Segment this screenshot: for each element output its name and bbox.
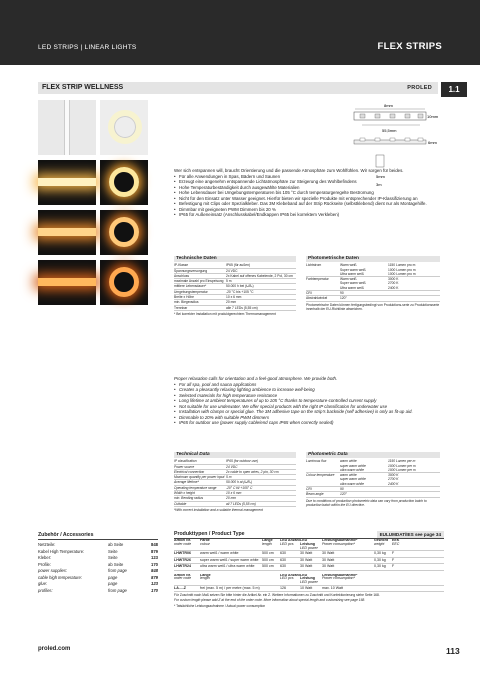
list-item: • Long lifetime at ambient temperatures of up to 105 °C thanks to temperature-controlled current supply <box>174 398 440 404</box>
table-row: Farbtemperatur Warm weiß Super warm weiß Ultra warm weiß 3000 K 2700 K 2400 K <box>306 277 440 291</box>
section-title: FLEX STRIPS <box>377 41 442 52</box>
table-row: min. Bending radius 20 mm <box>174 496 296 501</box>
product-photo-lit-reel-1 <box>100 160 148 205</box>
product-photo-reel <box>100 100 148 155</box>
product-types <box>174 530 444 608</box>
table-row: maximale Anzahl pro Einspeisung 5 m <box>174 279 296 284</box>
table-row: Electrical connection 2x cable to open wires, 2 pin, 30 cm <box>174 470 296 475</box>
table-row: Breite x Höhe 10 x 6 mm <box>174 295 296 300</box>
table-row: Anschluss 2x Kabel auf offenes Kabelende, 2 Pol, 30 cm <box>174 274 296 279</box>
table-row[interactable]: LA.....Z frei (max. 5 m) / per metre (max. 5 m) 126 10 Watt max. 10 Watt <box>174 586 444 592</box>
table-row: Maximum quantity per power input 5 m <box>174 475 296 480</box>
table-title: Photometric Data <box>306 452 440 458</box>
table-row: Width x height 10 x 6 mm <box>174 491 296 496</box>
table-row: Lichtstrom Warm weiß Super warm weiß Ultra warm weiß 1150 Lumen pro m 1000 Lumen pro m 1000 Lumen pro m <box>306 263 440 277</box>
table-header: Artikel Nr. order code Länge length LED Anzahl LED pcs LED Leistung LED power Leistungsaufnahme* Power consumption* <box>174 574 444 586</box>
brand-logo: PROLED <box>407 85 432 91</box>
strip-end-view <box>376 155 384 167</box>
dim-top-label: 8mm <box>384 103 393 108</box>
list-item: • Not suitable for use underwater. We offer special products with the right IP classification for underwater use <box>174 404 440 410</box>
table-row[interactable]: LHWTR24 ultra warm weiß / ultra warm white 500 cm 630 30 Watt 30 Watt 0,30 kg F <box>174 564 444 570</box>
table-row: min. Biegeradius 20 mm <box>174 300 296 305</box>
table-row[interactable]: LHWTR26 super warm weiß / super warm white 500 cm 630 30 Watt 30 Watt 0,30 kg F <box>174 558 444 564</box>
product-photo-lit-strip-2 <box>38 210 96 255</box>
tech-table-de <box>174 256 296 316</box>
intro-en: Proper relaxation calls for orientation and a feel-good atmosphere. We provide both. <box>174 376 338 381</box>
photometric-table-en <box>306 452 440 507</box>
accessory-row[interactable]: power supplies: from page 848 <box>38 568 158 573</box>
custom-length-note-en: For custom length please add Z at the end of the order code. More information about special length and customizing see page 168. <box>174 597 366 602</box>
list-item: • Hohe Lebensdauer bei Umgebungstemperaturen bis 105 °C durch temperaturgeregelte Bestromung <box>174 190 440 196</box>
table-row: Luminous flux warm white super warm white ultra warm white 1150 Lumen per m 1000 Lumen per m 1000 Lumen per m <box>306 459 440 473</box>
product-photo-lit-reel-2 <box>100 210 148 255</box>
table-row: Umgebungstemperatur -20 °C bis +105 °C <box>174 290 296 295</box>
page-number: 113 <box>446 646 460 656</box>
list-item: • IP65 for outdoor use (power supply cable/end caps IP65 when correctly sealed) <box>174 420 440 426</box>
intro-de: Wer sich entspannen will, braucht Orientierung und die passende Atmosphäre zum Wohlfühlen. Wir sorgen für beides. <box>174 168 404 173</box>
list-item: • Installation with clamps or special glue. The 3M adhesive tape on the strip's backside (self adhesive) is only as fit-up aid. <box>174 409 440 415</box>
accessory-row[interactable]: Kabel High Temperature: Seite 879 <box>38 548 158 554</box>
list-item: • Für alle Anwendungen in Spas, Bädern und Saunen <box>174 174 440 180</box>
table-row[interactable]: LHWTR06 warm weiß / warm white 500 cm 630 30 Watt 30 Watt 0,30 kg F <box>174 551 444 557</box>
table-row: CRI 90 <box>306 487 440 492</box>
list-item: • Selected materials for high temperature resistance <box>174 393 440 399</box>
table-row: CRI 90 <box>306 291 440 296</box>
product-title-bar <box>38 82 438 94</box>
accessories-title: Zubehör / Accessories <box>38 532 158 540</box>
list-item: • Erzeugt eine angenehm entspannende Lichtatmosphäre zur Steigerung des Wohlbefindens <box>174 179 440 185</box>
page-header <box>0 0 480 65</box>
table-footnote: * Bei korrekter Installation mit produktgerechtem Thermomanagement <box>174 311 276 316</box>
accessory-row[interactable]: Kleber: Seite 123 <box>38 555 158 560</box>
accessory-row[interactable]: profiles: from page 170 <box>38 587 158 593</box>
product-title: FLEX STRIP WELLNESS <box>42 84 124 91</box>
list-item: • IP65 für Außeneinsatz (Anschlusskabel/Endkappen IP65 bei korrektem Verkleben) <box>174 212 440 218</box>
dim-height-label: 6mm <box>428 140 437 145</box>
description-en <box>174 376 440 426</box>
product-photo-lit-strip-3 <box>38 260 96 305</box>
accessory-row[interactable]: Profile: ab Seite 170 <box>38 561 158 567</box>
accessory-row[interactable]: glue: page 123 <box>38 581 158 586</box>
table-row: Power source 24 VDC <box>174 465 296 470</box>
list-item: • Dimmbar mit geeigneten PWM Dimmern bis 20 % <box>174 207 440 213</box>
table-row: IP-Klasse IP65 (für außen) <box>174 263 296 268</box>
list-item: • Befestigung mit Clips oder Spezialkleber. Das 3M Klebeband auf der Strip Rückseite (selbstklebend) dient nur als Montagehilfe. <box>174 201 440 207</box>
accessory-row[interactable]: cable high temperature: page 879 <box>38 574 158 580</box>
table-title: Photometrische Daten <box>306 256 440 262</box>
table-row: Beam angle 120° <box>306 492 440 497</box>
list-item: • Nicht für den Einsatz unter Wasser geeignet. Hierfür bieten wir spezielle Produkte mit entsprechender IP-Klassifizierung an <box>174 196 440 202</box>
accessory-row[interactable]: Netzteile: ab Seite 848 <box>38 542 158 547</box>
product-photo-lit-reel-3 <box>100 260 148 305</box>
list-item: • Creates a pleasantly relaxing lighting ambience to increase well-being <box>174 387 440 393</box>
website-link[interactable]: proled.com <box>38 646 71 652</box>
table-title: Technische Daten <box>174 256 296 262</box>
accessories-list <box>38 532 158 594</box>
table-row: IP classification IP65 (for outdoor use) <box>174 459 296 464</box>
table-title: Technical Data <box>174 452 296 458</box>
table-row: Cuttable all 7 LEDs (5,55 cm) <box>174 502 296 507</box>
dim-side-label: 5mm <box>376 174 385 179</box>
table-row: Average lifetime* 50.000 h at (tₐ/Bₓ) <box>174 480 296 485</box>
category-label: LED STRIPS | LINEAR LIGHTS <box>38 44 137 51</box>
dim-pitch-label: 55,5mm <box>382 128 397 133</box>
custom-length-note-de: Für Zuschnitt nach Maß setzen Sie bitte hinter die Artikel-Nr. ein Z. Weitere Informationen zu Zuschnitt und Konfektionierung siehe Seite 168. <box>174 593 380 598</box>
table-row: Colour temperature warm white super warm white ultra warm white 3000 K 2700 K 2400 K <box>306 473 440 487</box>
list-item: • For all spa, pool and sauna applications <box>174 382 440 388</box>
tech-table-en <box>174 452 296 512</box>
table-row: Abstrahlwinkel 120° <box>306 296 440 301</box>
table-row: Spannungsversorgung 24 VDC <box>174 269 296 274</box>
list-item: • Hohe Temperaturbeständigkeit durch ausgewählte Materialien <box>174 185 440 191</box>
description-de <box>174 168 440 218</box>
product-types-title: Produkttypen / Product Type <box>174 531 245 537</box>
dim-width-label: 10mm <box>427 114 439 119</box>
dim-min-label: 3m <box>376 182 382 187</box>
table-row: Trennbar alle 7 LEDs (5,55 cm) <box>174 306 296 311</box>
eulumdat-link[interactable]: EULUMDAT/IES see page 34 <box>377 531 444 538</box>
chapter-tab: 1.1 <box>441 82 467 97</box>
product-photo-white-strip <box>38 100 96 155</box>
table-footnote: *With correct installation and a suitable thermal management <box>174 507 263 512</box>
table-row: mittlere Lebensdauer* 50.000 h bei (tₐ/Bₓ) <box>174 284 296 289</box>
power-footnote: * Tatsächliche Leistungsaufnahme / Actual power consumption <box>174 603 266 608</box>
table-footnote: Due to conditions of production photometric data can vary from production batch to production batch within the EU directive. <box>306 498 427 507</box>
product-photo-lit-strip-1 <box>38 160 96 205</box>
photometric-table-de <box>306 256 440 311</box>
table-footnote: Photometrische Daten können fertigungsbedingt von Produktions-serie zu Produktionsserie innerhalb der EU-Richtlinie abweichen. <box>306 302 440 311</box>
table-header: Artikel Nr. order code Farbe colour Länge length LED Anzahl LED pcs LED Leistung LED power Leistungsaufnahme* Power consumption* Gewicht weight EEK EEC <box>174 539 444 551</box>
table-row: Operating temperature range -20° C till +105° C <box>174 486 296 491</box>
list-item: • Dimmable to 20% with suitable PWM dimmers <box>174 415 440 421</box>
